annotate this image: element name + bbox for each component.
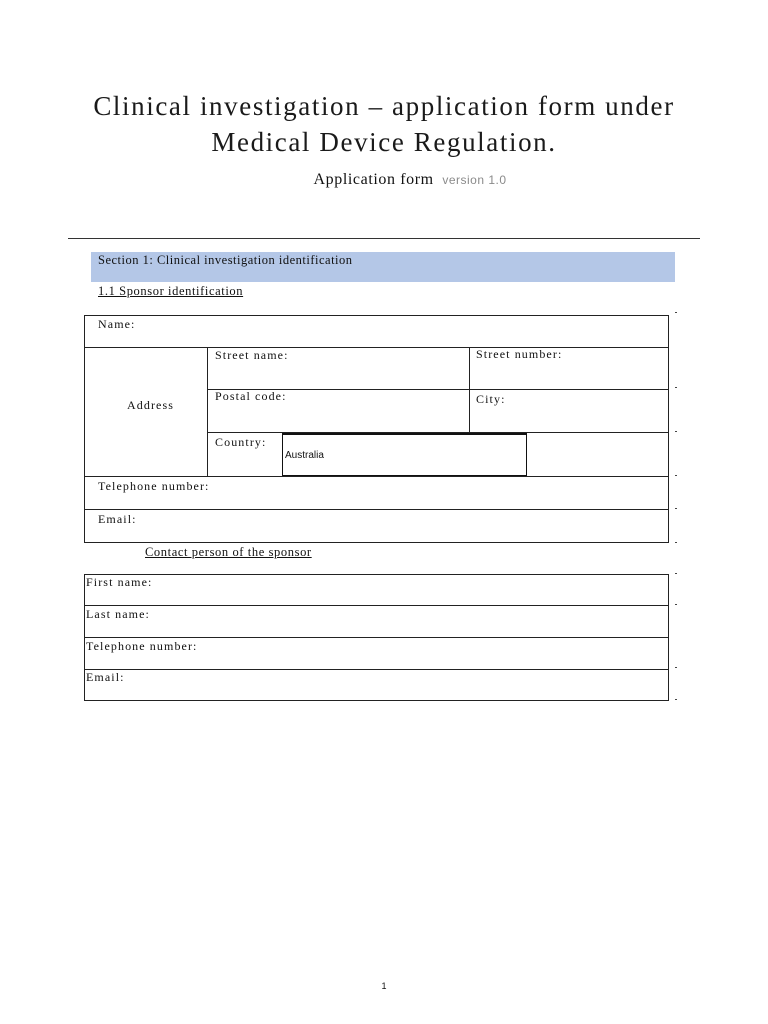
contact-table-divider	[84, 669, 669, 670]
contact-person-heading: Contact person of the sponsor	[145, 545, 312, 559]
sponsor-table-divider	[84, 476, 669, 477]
row-end-mark	[675, 604, 677, 605]
subtitle-label: Application form	[313, 171, 434, 188]
header-divider	[68, 238, 700, 239]
section-1-heading: Section 1: Clinical investigation identification	[98, 253, 353, 267]
row-end-mark	[675, 667, 677, 668]
address-label: Address	[127, 398, 175, 412]
country-selected-value: Australia	[285, 450, 324, 461]
row-end-mark	[675, 431, 677, 432]
sponsor-telephone-field[interactable]: Telephone number:	[98, 479, 210, 493]
row-end-mark	[675, 508, 677, 509]
postal-code-field[interactable]: Postal code:	[215, 389, 287, 403]
sponsor-table-divider	[469, 347, 470, 432]
street-name-field[interactable]: Street name:	[215, 348, 289, 362]
sponsor-table-divider	[207, 347, 208, 476]
document-title-line-1: Clinical investigation – application form under	[93, 91, 675, 121]
sponsor-email-field[interactable]: Email:	[98, 512, 137, 526]
contact-table-divider	[84, 605, 669, 606]
row-end-mark	[675, 387, 677, 388]
country-select[interactable]	[282, 433, 527, 476]
page-number: 1	[381, 981, 387, 991]
contact-email-field[interactable]: Email:	[86, 670, 125, 684]
contact-first-name-field[interactable]: First name:	[86, 575, 153, 589]
row-end-mark	[675, 542, 677, 543]
document-title-line-2: Medical Device Regulation.	[211, 127, 557, 157]
row-end-mark	[675, 312, 677, 313]
contact-table-divider	[84, 637, 669, 638]
contact-telephone-field[interactable]: Telephone number:	[86, 639, 198, 653]
country-label: Country:	[215, 435, 267, 449]
contact-last-name-field[interactable]: Last name:	[86, 607, 150, 621]
document-subtitle	[0, 171, 768, 189]
sponsor-table-divider	[84, 347, 669, 348]
sponsor-name-field[interactable]: Name:	[98, 317, 136, 331]
sponsor-table-divider	[84, 509, 669, 510]
city-field[interactable]: City:	[476, 392, 506, 406]
row-end-mark	[675, 699, 677, 700]
row-end-mark	[675, 573, 677, 574]
sponsor-identification-heading: 1.1 Sponsor identification	[98, 284, 244, 298]
row-end-mark	[675, 475, 677, 476]
street-number-field[interactable]: Street number:	[476, 347, 563, 361]
section-1-banner	[91, 252, 675, 282]
version-label: version 1.0	[442, 173, 507, 187]
